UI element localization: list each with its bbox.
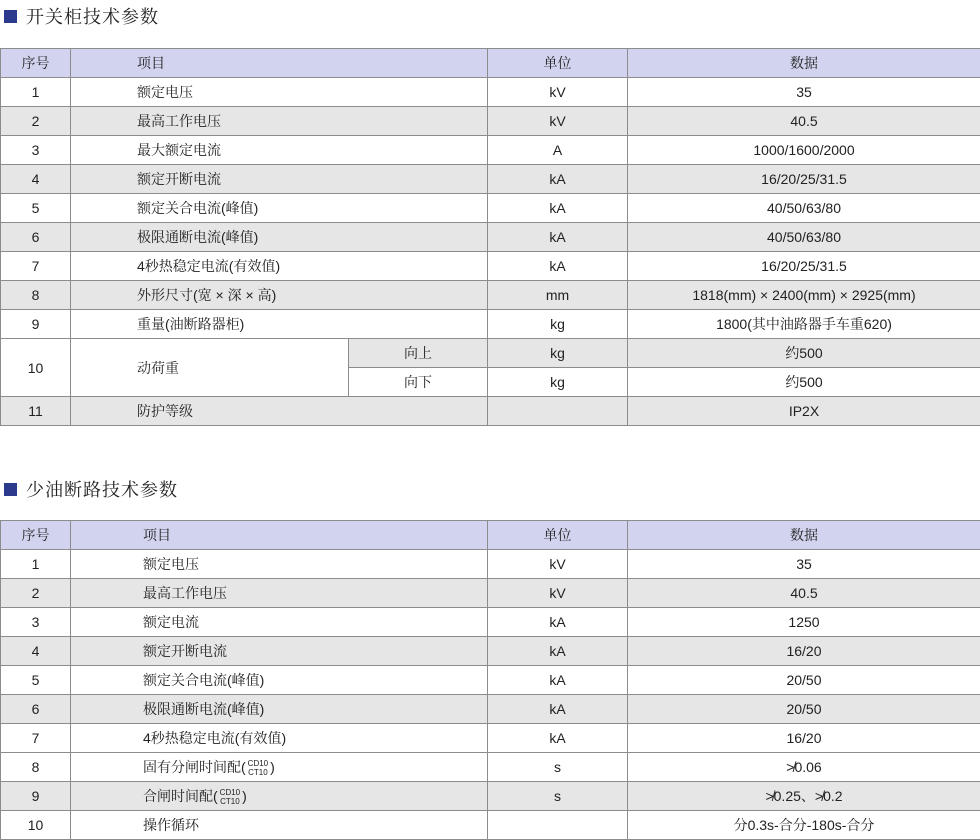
row-value: ≯0.25、≯0.2	[628, 782, 980, 811]
row-unit: kg	[488, 339, 628, 368]
row-no: 10	[1, 339, 71, 397]
title-square-icon	[4, 10, 17, 23]
row-no: 4	[1, 637, 71, 666]
row-no: 9	[1, 782, 71, 811]
row-unit: kV	[488, 107, 628, 136]
header-no: 序号	[1, 521, 71, 550]
row-unit: kA	[488, 194, 628, 223]
row-unit: kV	[488, 550, 628, 579]
header-unit: 单位	[488, 521, 628, 550]
row-value: 20/50	[628, 695, 980, 724]
row-value: 20/50	[628, 666, 980, 695]
header-value: 数据	[628, 49, 980, 78]
row-no: 2	[1, 107, 71, 136]
row-value: 35	[628, 550, 980, 579]
row-unit: kA	[488, 695, 628, 724]
row-no: 9	[1, 310, 71, 339]
row-item: 额定开断电流	[71, 637, 488, 666]
header-value: 数据	[628, 521, 980, 550]
row-unit: kA	[488, 724, 628, 753]
row-item: 极限通断电流(峰值)	[71, 223, 488, 252]
row-item: 最高工作电压	[71, 579, 488, 608]
table-row	[1, 136, 980, 165]
table-row	[1, 811, 980, 840]
row-unit: kg	[488, 368, 628, 397]
row-no: 4	[1, 165, 71, 194]
table-row	[1, 281, 980, 310]
row-item: 固有分闸时间配( CD10 CT10 )	[71, 753, 488, 782]
row-value: 40/50/63/80	[628, 194, 980, 223]
table-row	[1, 753, 980, 782]
row-item: 重量(油断路器柜)	[71, 310, 488, 339]
header-no: 序号	[1, 49, 71, 78]
row-no: 5	[1, 194, 71, 223]
table-row	[1, 724, 980, 753]
header-unit: 单位	[488, 49, 628, 78]
row-unit: kA	[488, 165, 628, 194]
row-value: 16/20/25/31.5	[628, 252, 980, 281]
row-value: 40.5	[628, 107, 980, 136]
table-row	[1, 339, 980, 368]
title-square-icon	[4, 483, 17, 496]
row-no: 1	[1, 78, 71, 107]
row-value: 1800(其中油路器手车重620)	[628, 310, 980, 339]
row-item: 额定开断电流	[71, 165, 488, 194]
row-value: 1000/1600/2000	[628, 136, 980, 165]
row-no: 8	[1, 281, 71, 310]
table-row	[1, 695, 980, 724]
row-item: 动荷重	[71, 339, 349, 397]
row-value: 40.5	[628, 579, 980, 608]
row-unit: kA	[488, 252, 628, 281]
row-no: 3	[1, 136, 71, 165]
table-row	[1, 78, 980, 107]
row-unit: s	[488, 782, 628, 811]
row-no: 2	[1, 579, 71, 608]
breaker-spec-table	[0, 520, 980, 840]
row-value: 分0.3s-合分-180s-合分	[628, 811, 980, 840]
row-value: 35	[628, 78, 980, 107]
table-row	[1, 107, 980, 136]
row-item: 额定电压	[71, 78, 488, 107]
section-title-breaker: 少油断路技术参数	[4, 477, 178, 501]
row-unit: s	[488, 753, 628, 782]
row-unit: kA	[488, 608, 628, 637]
row-item: 额定电流	[71, 608, 488, 637]
table-row	[1, 252, 980, 281]
row-item: 合闸时间配( CD10 CT10 )	[71, 782, 488, 811]
table-row	[1, 165, 980, 194]
row-no: 1	[1, 550, 71, 579]
table-row	[1, 550, 980, 579]
row-unit: kA	[488, 666, 628, 695]
row-value: ≯0.06	[628, 753, 980, 782]
switchgear-spec-table	[0, 48, 980, 426]
row-value: 16/20/25/31.5	[628, 165, 980, 194]
row-value: 1818(mm) × 2400(mm) × 2925(mm)	[628, 281, 980, 310]
row-value: 40/50/63/80	[628, 223, 980, 252]
row-subitem: 向下	[349, 368, 488, 397]
row-item: 极限通断电流(峰值)	[71, 695, 488, 724]
row-unit: mm	[488, 281, 628, 310]
table-row	[1, 194, 980, 223]
row-item: 4秒热稳定电流(有效值)	[71, 252, 488, 281]
row-item: 防护等级	[71, 397, 488, 426]
table-header-row	[1, 521, 980, 550]
row-unit: kA	[488, 637, 628, 666]
table-row	[1, 310, 980, 339]
config-label: CD10 CT10	[220, 788, 240, 806]
row-no: 7	[1, 724, 71, 753]
table-row	[1, 782, 980, 811]
row-no: 11	[1, 397, 71, 426]
row-unit: kg	[488, 310, 628, 339]
section-title-switchgear: 开关柜技术参数	[4, 4, 159, 28]
row-unit: kV	[488, 579, 628, 608]
row-value: 16/20	[628, 724, 980, 753]
row-value: IP2X	[628, 397, 980, 426]
row-no: 10	[1, 811, 71, 840]
row-item: 额定关合电流(峰值)	[71, 194, 488, 223]
row-item: 4秒热稳定电流(有效值)	[71, 724, 488, 753]
row-no: 6	[1, 695, 71, 724]
table-row	[1, 608, 980, 637]
table-row	[1, 666, 980, 695]
config-label: CD10 CT10	[248, 759, 268, 777]
table-header-row	[1, 49, 980, 78]
row-item: 额定电压	[71, 550, 488, 579]
row-unit	[488, 397, 628, 426]
row-item: 外形尺寸(宽 × 深 × 高)	[71, 281, 488, 310]
row-value: 1250	[628, 608, 980, 637]
row-item: 最高工作电压	[71, 107, 488, 136]
row-unit	[488, 811, 628, 840]
row-item: 额定关合电流(峰值)	[71, 666, 488, 695]
table-row	[1, 637, 980, 666]
row-item: 最大额定电流	[71, 136, 488, 165]
row-subitem: 向上	[349, 339, 488, 368]
row-no: 6	[1, 223, 71, 252]
row-no: 3	[1, 608, 71, 637]
table-row	[1, 579, 980, 608]
row-no: 7	[1, 252, 71, 281]
row-unit: kV	[488, 78, 628, 107]
row-no: 8	[1, 753, 71, 782]
row-value: 16/20	[628, 637, 980, 666]
row-value: 约500	[628, 368, 980, 397]
table-row	[1, 397, 980, 426]
row-no: 5	[1, 666, 71, 695]
row-item: 操作循环	[71, 811, 488, 840]
header-item: 项目	[71, 521, 488, 550]
header-item: 项目	[71, 49, 488, 78]
row-value: 约500	[628, 339, 980, 368]
row-unit: A	[488, 136, 628, 165]
table-row	[1, 223, 980, 252]
row-unit: kA	[488, 223, 628, 252]
